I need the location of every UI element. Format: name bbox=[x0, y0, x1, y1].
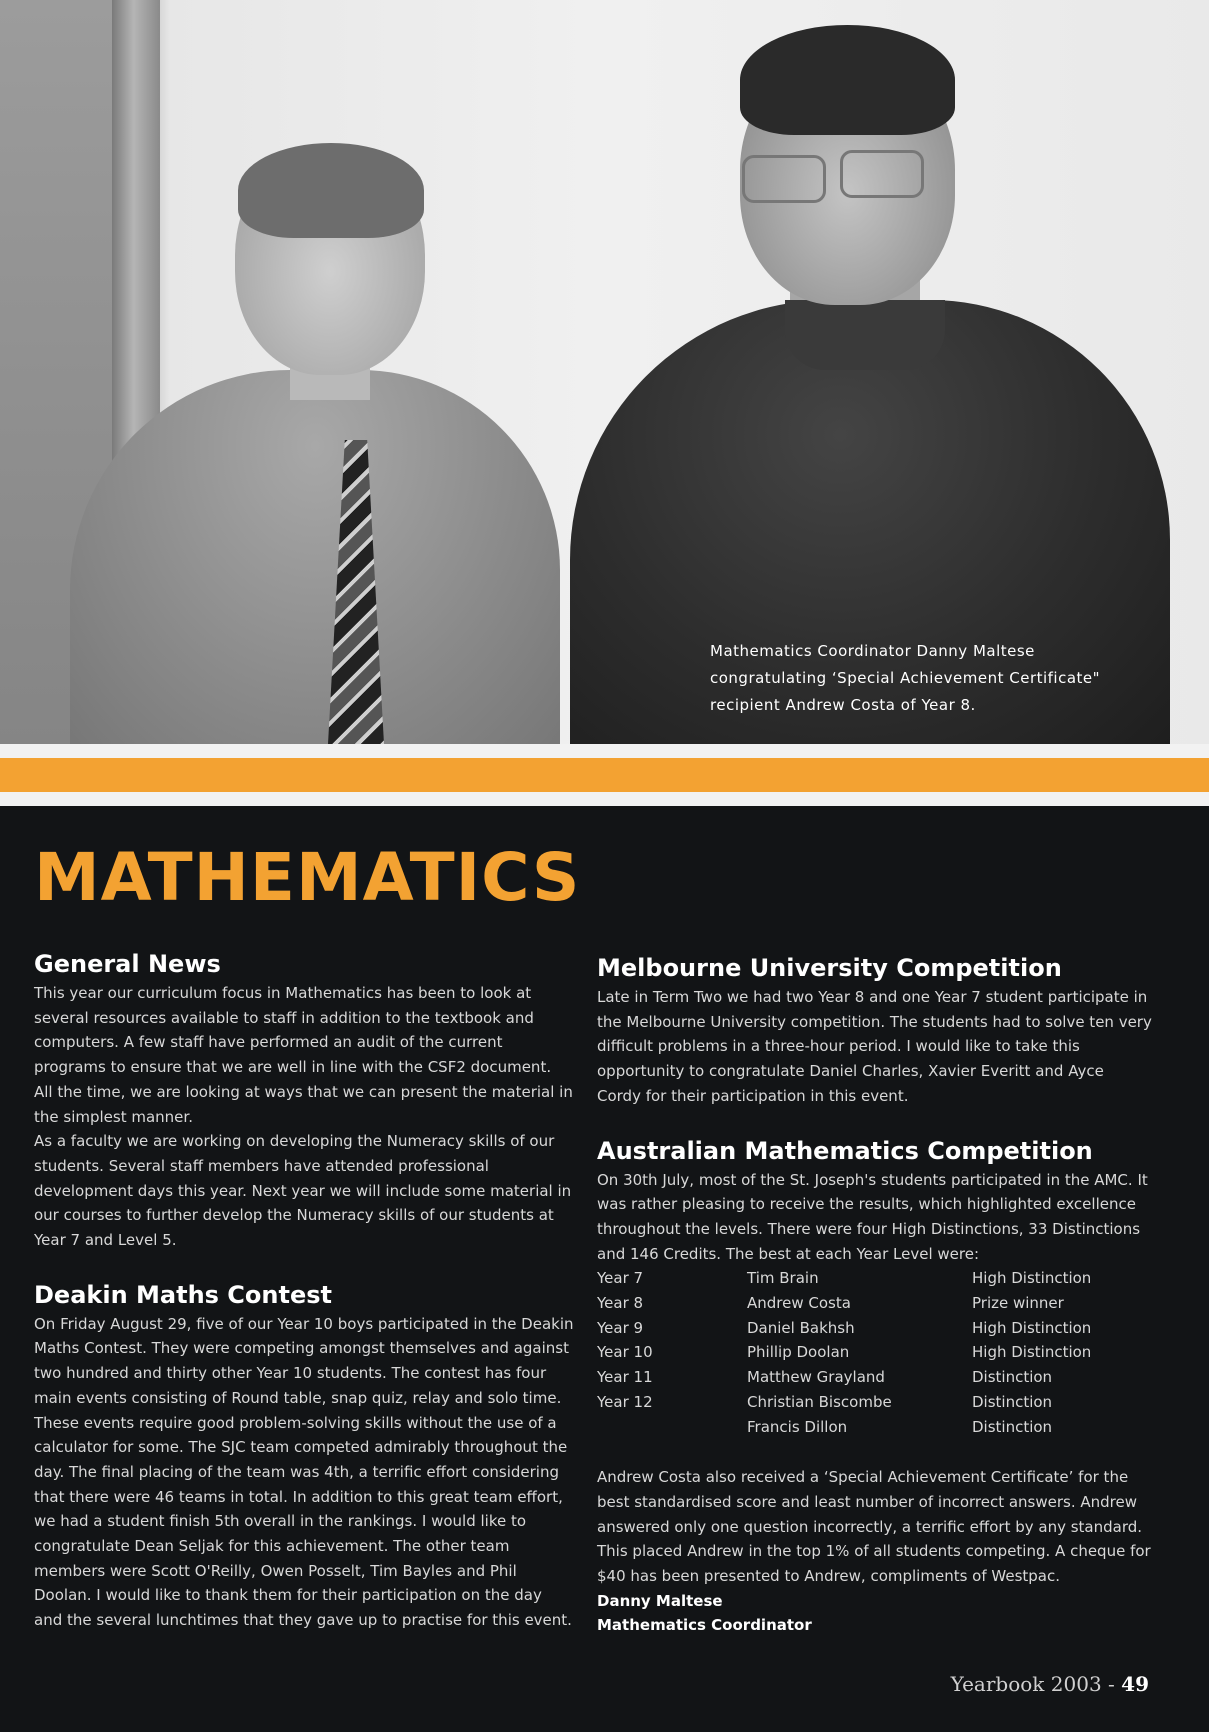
result-name: Francis Dillon bbox=[747, 1417, 848, 1436]
signature-role: Mathematics Coordinator bbox=[597, 1616, 812, 1635]
divider-orange bbox=[0, 758, 1209, 792]
result-year: Year 8 bbox=[597, 1294, 644, 1313]
amc-heading: Australian Mathematics Competition bbox=[597, 1136, 1093, 1165]
page-footer bbox=[951, 1672, 1149, 1696]
melbourne-paragraph: Late in Term Two we had two Year 8 and one Year 7 student participate in the Melbourne University competition. The students had to solve ten very difficult problems in a three-hour period. I would like to take this opportunity to congratulate Daniel Charles, Xavier Everitt and Ayce Cordy for their participation in this event. bbox=[597, 988, 1152, 1105]
footer-publication: Yearbook 2003 bbox=[950, 1672, 1102, 1696]
table-row bbox=[597, 1291, 1152, 1316]
left-column bbox=[34, 948, 574, 1633]
result-year: Year 10 bbox=[597, 1343, 653, 1362]
divider-white-bottom bbox=[0, 792, 1209, 806]
table-row bbox=[597, 1266, 1152, 1291]
result-year bbox=[597, 1415, 747, 1440]
photo-teacher-glasses-right bbox=[840, 150, 924, 198]
photo-teacher-collar bbox=[785, 300, 945, 370]
result-award: Distinction bbox=[972, 1417, 1053, 1436]
result-award: Prize winner bbox=[972, 1294, 1064, 1313]
photo-student-hair bbox=[238, 143, 424, 238]
table-row bbox=[597, 1365, 1152, 1390]
result-award: High Distinction bbox=[972, 1318, 1092, 1337]
photo-teacher-glasses-left bbox=[742, 155, 826, 203]
photo-teacher-hair bbox=[740, 25, 955, 135]
page-title: MATHEMATICS bbox=[34, 839, 581, 916]
result-name: Christian Biscombe bbox=[747, 1392, 892, 1411]
result-year: Year 11 bbox=[597, 1368, 653, 1387]
result-name: Daniel Bakhsh bbox=[747, 1318, 855, 1337]
divider-white-top bbox=[0, 744, 1209, 758]
table-row bbox=[597, 1390, 1152, 1415]
result-award: Distinction bbox=[972, 1392, 1053, 1411]
general-news-paragraph-2: As a faculty we are working on developing the Numeracy skills of our students. Several staff members have attended professional development days this year. Next year we will include some material in our courses to further develop the Numeracy skills of our students at Year 7 and Level 5. bbox=[34, 1132, 572, 1250]
result-award: High Distinction bbox=[972, 1343, 1092, 1362]
melbourne-heading: Melbourne University Competition bbox=[597, 954, 1062, 982]
amc-paragraph-2: Andrew Costa also received a ‘Special Achievement Certificate’ for the best standardised score and least number of incorrect answers. Andrew answered only one question incorrectly, a terrific effort by any standard. This placed Andrew in the top 1% of all students competing. A cheque for $40 has been presented to Andrew, compliments of Westpac. bbox=[597, 1468, 1151, 1586]
result-name: Andrew Costa bbox=[747, 1294, 851, 1313]
general-news-paragraph-1: This year our curriculum focus in Mathematics has been to look at several resources available to staff in addition to the textbook and computers. A few staff have performed an audit of the current programs to ensure that we are well in line with the CSF2 document. All the time, we are looking at ways that we can present the material in the simplest manner. bbox=[34, 984, 573, 1126]
amc-paragraph-1: On 30th July, most of the St. Joseph's students participated in the AMC. It was rather pleasing to receive the results, which highlighted excellence throughout the levels. There were four High Distinctions, 33 Distinctions and 146 Credits. The best at each Year Level were: bbox=[597, 1170, 1148, 1263]
result-year: Year 12 bbox=[597, 1392, 653, 1411]
footer-separator: - bbox=[1101, 1672, 1122, 1696]
photo bbox=[0, 0, 1209, 744]
deakin-paragraph: On Friday August 29, five of our Year 10 boys participated in the Deakin Maths Contest. They were competing amongst themselves and against two hundred and thirty other Year 10 students. The contest has four main events consisting of Round table, snap quiz, relay and solo time. These events require good problem-solving skills without the use of a calculator for some. The SJC team competed admirably throughout the day. The final placing of the team was 4th, a terrific effort considering that there were 46 teams in total. In addition to this great team effort, we had a student finish 5th overall in the rankings. I would like to congratulate Dean Seljak for this achievement. The other team members were Scott O'Reilly, Owen Posselt, Tim Bayles and Phil Doolan. I would like to thank them for their participation on the day and the several lunchtimes that they gave up to practise for this event. bbox=[34, 1314, 574, 1630]
right-column bbox=[597, 952, 1152, 1638]
result-year: Year 7 bbox=[597, 1269, 644, 1288]
footer-page-number: 49 bbox=[1121, 1672, 1149, 1696]
result-name: Matthew Grayland bbox=[747, 1368, 885, 1387]
result-year: Year 9 bbox=[597, 1318, 644, 1337]
photo-student-body bbox=[70, 370, 560, 744]
general-news-heading: General News bbox=[34, 950, 221, 978]
photo-caption: Mathematics Coordinator Danny Maltese congratulating ‘Special Achievement Certificate" recipient Andrew Costa of Year 8. bbox=[710, 642, 1101, 714]
result-award: Distinction bbox=[972, 1368, 1053, 1387]
amc-results-table bbox=[597, 1266, 1152, 1439]
signature-name: Danny Maltese bbox=[597, 1591, 723, 1610]
deakin-heading: Deakin Maths Contest bbox=[34, 1280, 332, 1309]
result-name: Tim Brain bbox=[747, 1269, 819, 1288]
result-name: Phillip Doolan bbox=[747, 1343, 850, 1362]
table-row bbox=[597, 1316, 1152, 1341]
table-row bbox=[597, 1415, 1152, 1440]
result-award: High Distinction bbox=[972, 1269, 1092, 1288]
table-row bbox=[597, 1340, 1152, 1365]
